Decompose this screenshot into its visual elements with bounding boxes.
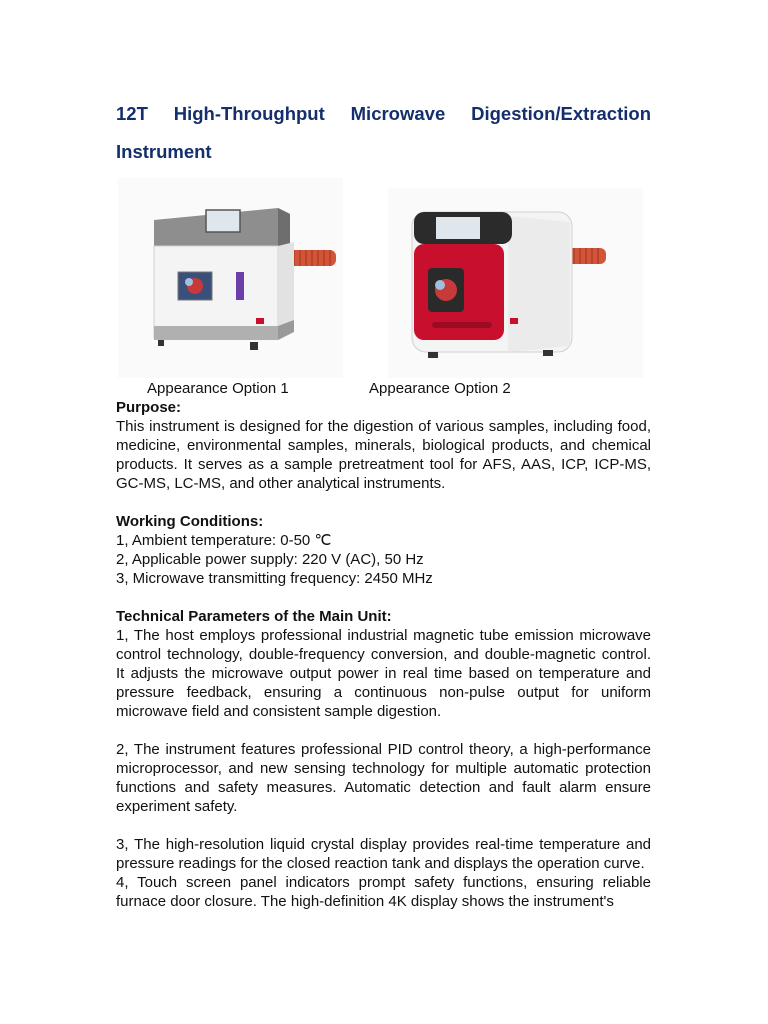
caption-option-1: Appearance Option 1: [147, 380, 289, 397]
purpose-text: This instrument is designed for the digestion of various samples, including food, medicine, environmental samples, minerals, biological products, and chemical products. It serves as a sample pretreatment tool for AFS, AAS, ICP, ICP-MS, GC-MS, LC-MS, and other analytical instruments.: [116, 418, 651, 492]
product-photos-figure: [118, 168, 643, 378]
working-condition-item: 2, Applicable power supply: 220 V (AC), 50 Hz: [116, 551, 424, 568]
purpose-heading: Purpose:: [116, 399, 182, 416]
technical-parameters-heading: Technical Parameters of the Main Unit:: [116, 608, 392, 625]
technical-parameter-item: 4, Touch screen panel indicators prompt safety functions, ensuring reliable furnace door closure. The high-definition 4K display shows the instrument's: [116, 874, 651, 910]
instrument-option-2-image: [388, 188, 643, 378]
technical-parameter-item: 1, The host employs professional industrial magnetic tube emission microwave control technology, double-frequency conversion, and double-magnetic control. It adjusts the microwave output power in real time based on temperature and pressure feedback, ensuring a continuous non-pulse output for uniform microwave field and consistent sample digestion.: [116, 627, 651, 720]
instrument-option-1-image: [118, 178, 343, 378]
document-title: 12T High-Throughput Microwave Digestion/Extraction Instrument: [116, 103, 651, 162]
caption-option-2: Appearance Option 2: [369, 380, 511, 397]
working-condition-item: 1, Ambient temperature: 0-50 ℃: [116, 532, 332, 549]
technical-parameter-item: 2, The instrument features professional PID control theory, a high-performance microprocessor, and new sensing technology for multiple automatic protection functions and safety measures. Automatic detection and fault alarm ensure experiment safety.: [116, 741, 651, 815]
working-condition-item: 3, Microwave transmitting frequency: 2450 MHz: [116, 570, 433, 587]
working-conditions-heading: Working Conditions:: [116, 513, 264, 530]
document-body: [116, 398, 651, 911]
technical-parameter-item: 3, The high-resolution liquid crystal display provides real-time temperature and pressure readings for the closed reaction tank and displays the operation curve.: [116, 836, 651, 872]
